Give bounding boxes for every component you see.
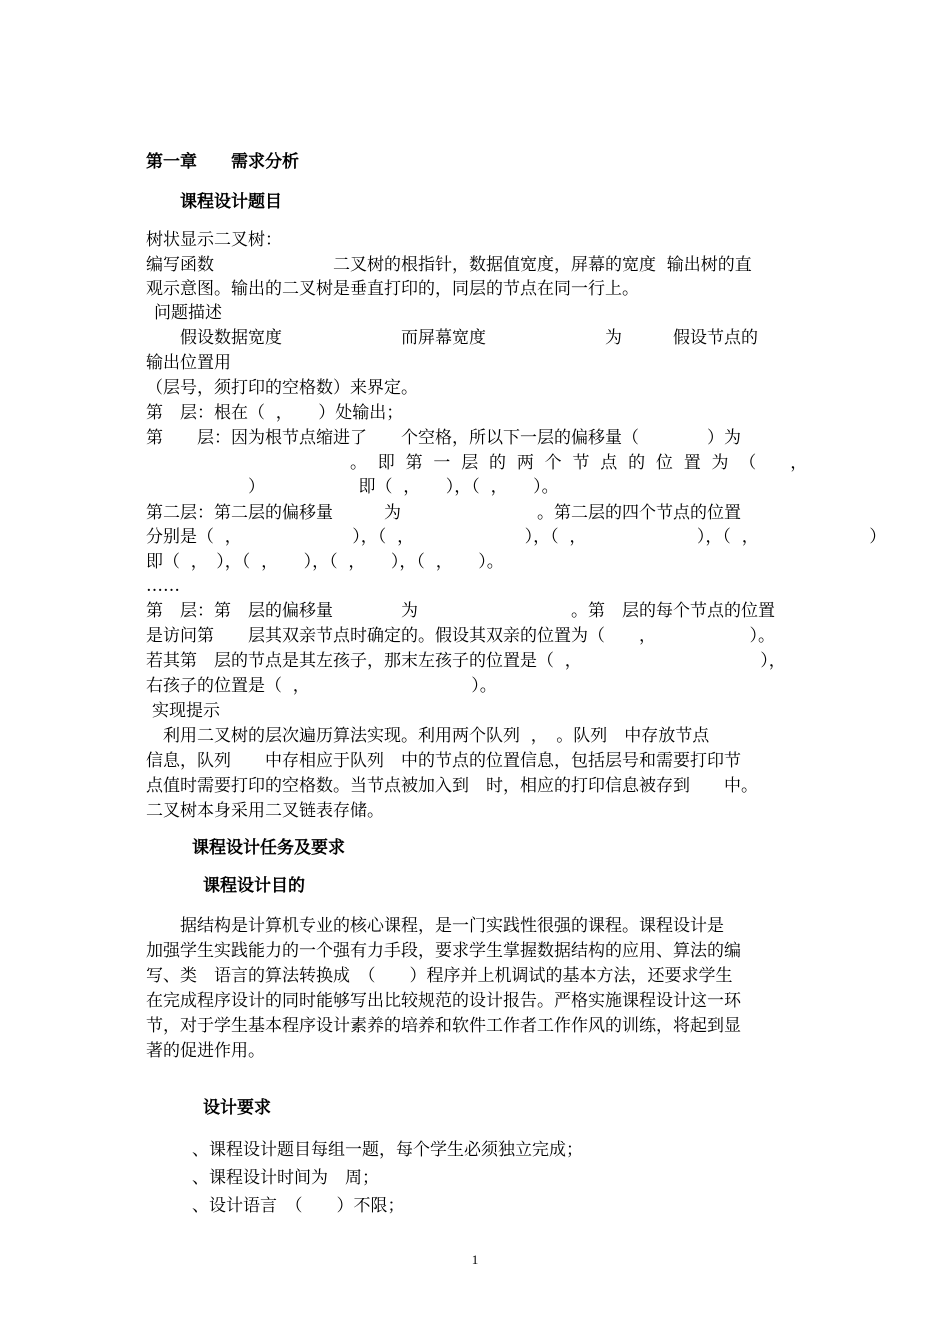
- paragraph-line: 第 层：因为根节点缩进了 个空格，所以下一层的偏移量（ ）为: [146, 428, 741, 448]
- paragraph-line: 右孩子的位置是（ ， ）。: [146, 676, 497, 696]
- paragraph-line: 利用二叉树的层次遍历算法实现。利用两个队列 ， 。队列 中存放节点: [146, 726, 710, 746]
- list-item: 、课程设计时间为 周；: [192, 1168, 379, 1188]
- page-number: 1: [471, 1252, 479, 1267]
- paragraph-line: 著的促进作用。: [146, 1041, 265, 1061]
- paragraph-line: 。 即 第 一 层 的 两 个 节 点 的 位 置 为 （ ，: [146, 453, 808, 473]
- section-heading-topic: 课程设计题目: [180, 192, 282, 212]
- paragraph-line: 第 层：第 层的偏移量 为 。第 层的每个节点的位置: [146, 601, 775, 621]
- paragraph-line: 点值时需要打印的空格数。当节点被加入到 时，相应的打印信息被存到 中。: [146, 776, 758, 796]
- paragraph-line: 是访问第 层其双亲节点时确定的。假设其双亲的位置为（ ， ）。: [146, 626, 775, 646]
- list-item: 、课程设计题目每组一题，每个学生必须独立完成；: [192, 1140, 583, 1160]
- paragraph-line: 观示意图。输出的二叉树是垂直打印的，同层的节点在同一行上。: [146, 279, 639, 299]
- section-heading-tasks: 课程设计任务及要求: [192, 838, 345, 858]
- section-heading-requirements: 设计要求: [203, 1098, 271, 1118]
- paragraph-line: 第 层：根在（ ， ）处输出；: [146, 403, 404, 423]
- paragraph-line: ……: [146, 576, 180, 596]
- paragraph-line: 写、类 语言的算法转换成 （ ）程序并上机调试的基本方法，还要求学生: [146, 966, 733, 986]
- paragraph-line: 在完成程序设计的同时能够写出比较规范的设计报告。严格实施课程设计这一环: [146, 991, 741, 1011]
- paragraph-line: 分别是（ ， ），（ ， ），（ ， ），（ ， ）: [146, 527, 887, 547]
- subheading-hint: 实现提示: [152, 701, 220, 721]
- section-heading-purpose: 课程设计目的: [203, 876, 305, 896]
- paragraph-line: 二叉树本身采用二叉链表存储。: [146, 801, 384, 821]
- paragraph-line: （层号，须打印的空格数）来界定。: [146, 378, 418, 398]
- paragraph-line: 第二层：第二层的偏移量 为 。第二层的四个节点的位置: [146, 503, 741, 523]
- paragraph-line: 即（ ， ），（ ， ），（ ， ），（ ， ）。: [146, 552, 504, 572]
- paragraph-line: 据结构是计算机专业的核心课程，是一门实践性很强的课程。课程设计是: [146, 916, 724, 936]
- paragraph-line: 信息，队列 中存相应于队列 中的节点的位置信息，包括层号和需要打印节: [146, 751, 741, 771]
- paragraph-line: 若其第 层的节点是其左孩子，那末左孩子的位置是（ ， ），: [146, 651, 786, 671]
- paragraph-line: 编写函数 二叉树的根指针，数据值宽度，屏幕的宽度 输出树的直: [146, 255, 752, 275]
- paragraph-line: 假设数据宽度 而屏幕宽度 为 假设节点的: [146, 328, 758, 348]
- paragraph-line: 节，对于学生基本程序设计素养的培养和软件工作者工作作风的训练，将起到显: [146, 1016, 741, 1036]
- paragraph-line: 输出位置用: [146, 353, 231, 373]
- chapter-title: 第一章 需求分析: [146, 152, 299, 172]
- list-item: 、设计语言 （ ）不限；: [192, 1196, 405, 1216]
- paragraph-line: ） 即（ ， ），（ ， ）。: [146, 477, 559, 497]
- topic-title: 树状显示二叉树：: [146, 230, 282, 250]
- subheading-problem: 问题描述: [154, 303, 222, 323]
- paragraph-line: 加强学生实践能力的一个强有力手段，要求学生掌握数据结构的应用、算法的编: [146, 941, 741, 961]
